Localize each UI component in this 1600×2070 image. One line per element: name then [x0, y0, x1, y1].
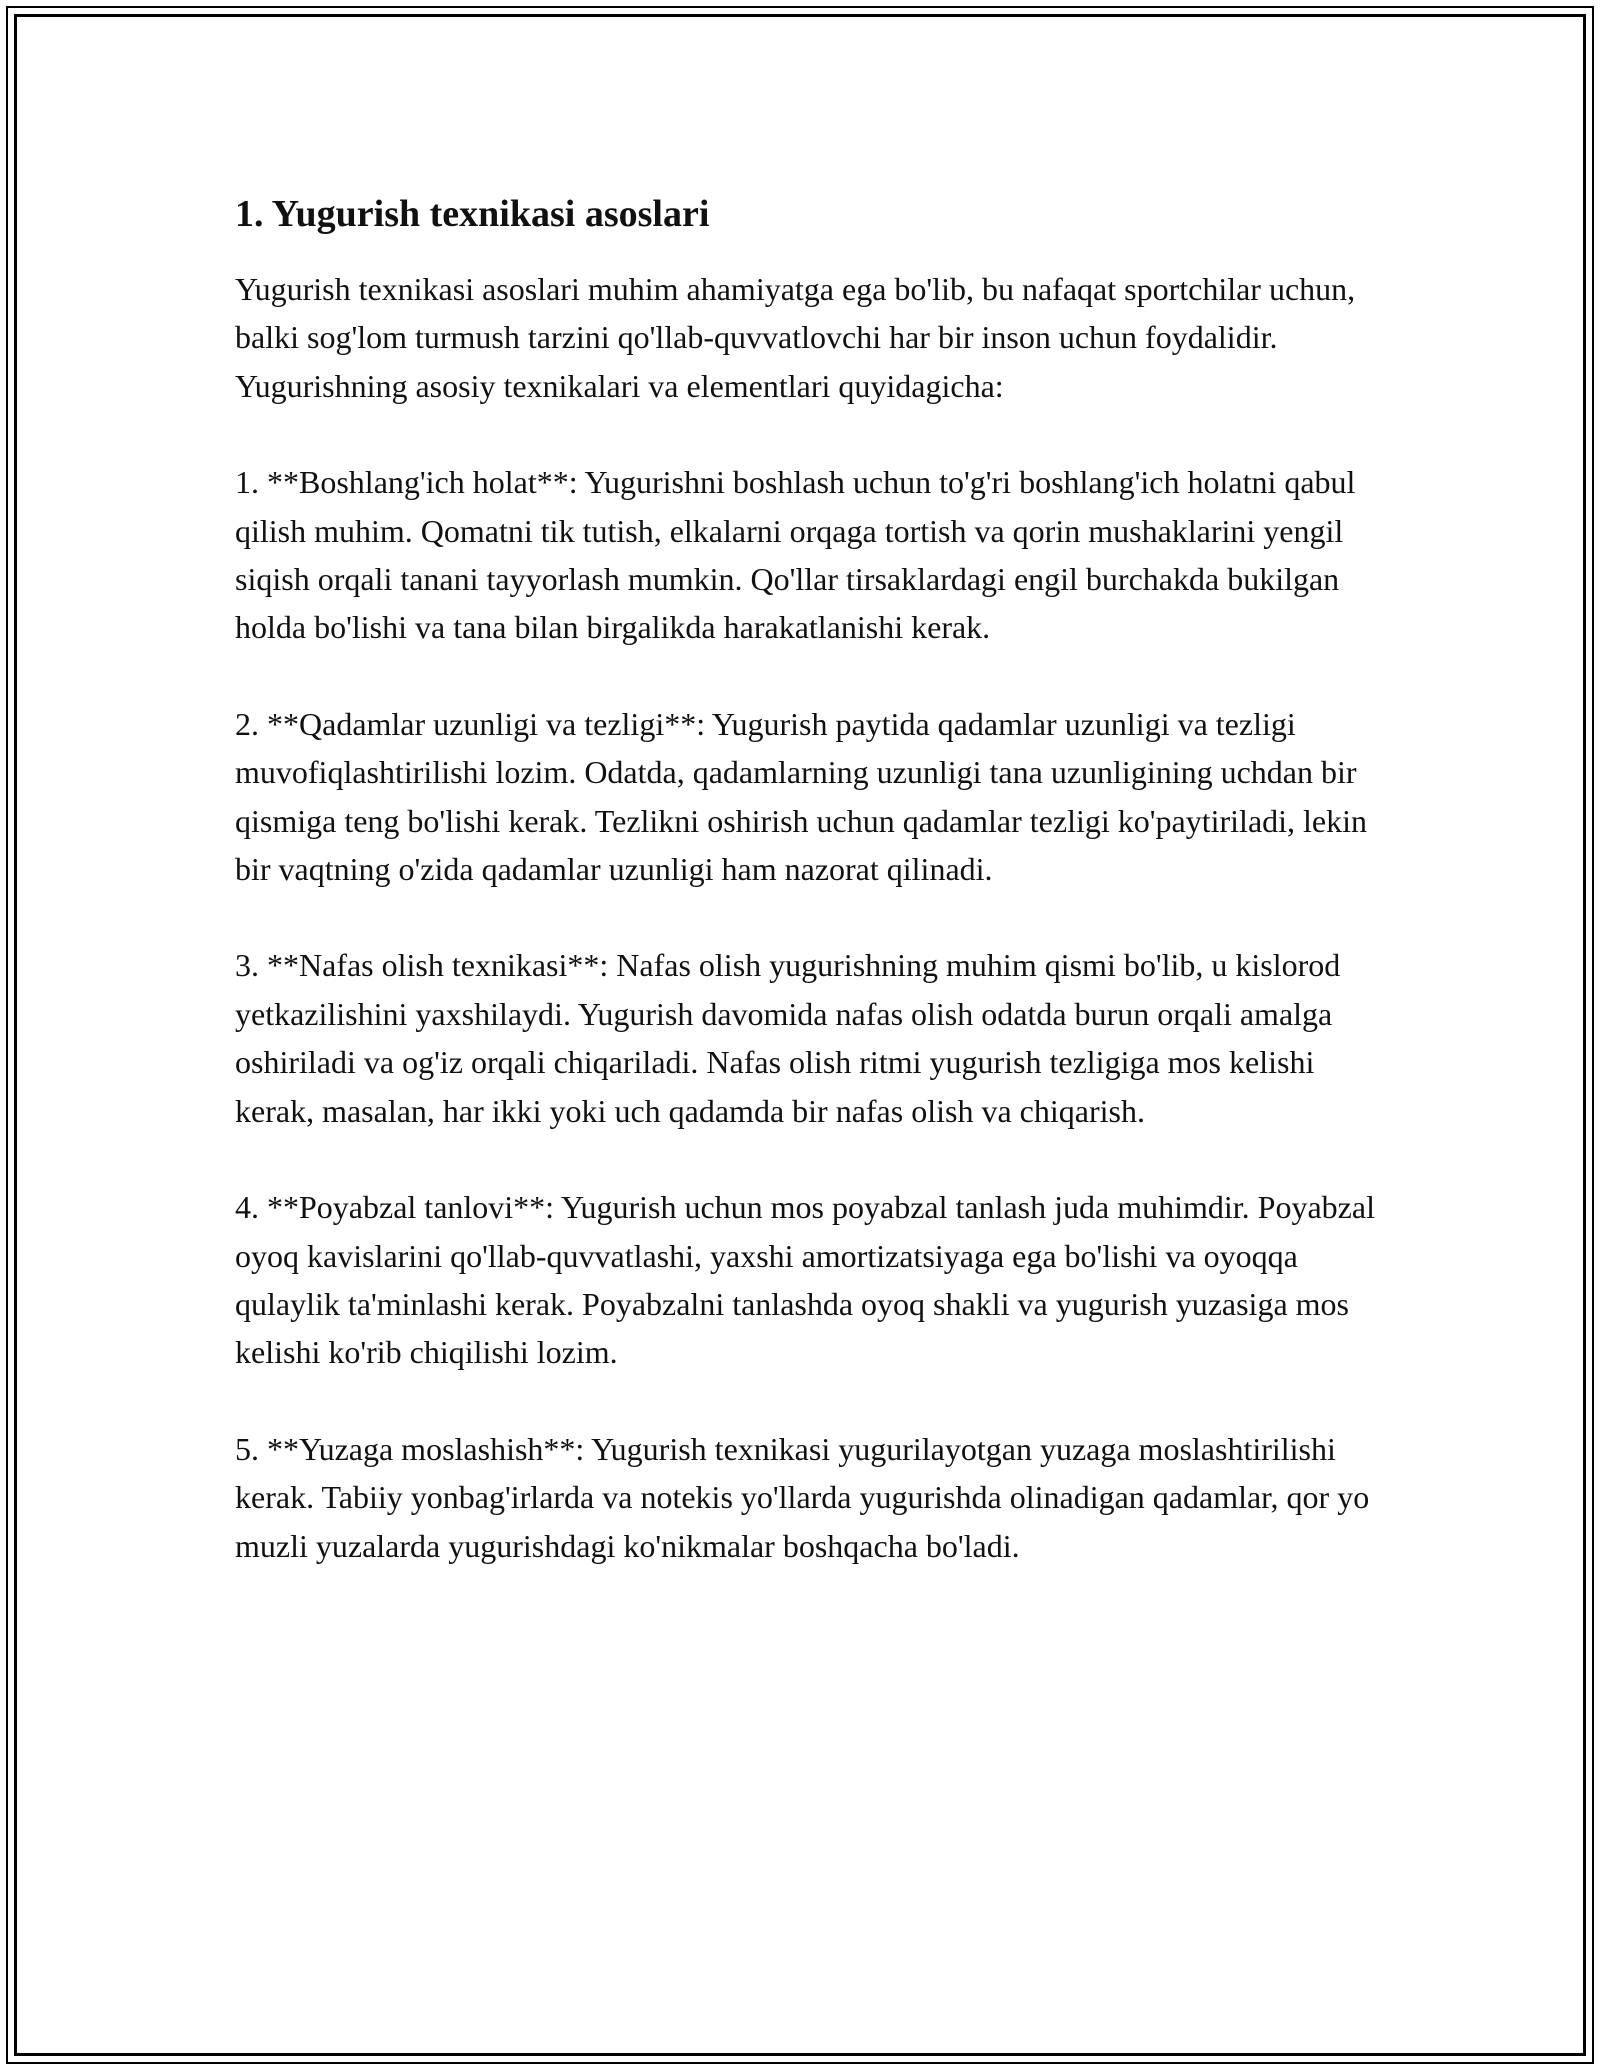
document-title: 1. Yugurish texnikasi asoslari	[235, 193, 710, 235]
document-body	[235, 185, 1375, 1618]
paragraph-surface-adaptation: 5. **Yuzaga moslashish**: Yugurish texnikasi yugurilayotgan yuzaga moslashtirilishi kerak. Tabiiy yonbag'irlarda va notekis yo'llarda yugurishda olinadigan qadamlar, qor yo muzli yuzalarda yugurishdagi ko'nikmalar boshqacha bo'ladi.	[235, 1430, 1370, 1564]
paragraph-starting-position: 1. **Boshlang'ich holat**: Yugurishni boshlash uchun to'g'ri boshlang'ich holatni qabul qilish muhim. Qomatni tik tutish, elkalarni orqaga tortish va qorin mushaklarini yengil siqish orqali tanani tayyorlash mumkin. Qo'llar tirsaklardagi engil burchakda bukilgan holda bo'lishi va tana bilan birgalikda harakatlanishi kerak.	[235, 464, 1356, 646]
paragraph-stride-length-speed: 2. **Qadamlar uzunligi va tezligi**: Yugurish paytida qadamlar uzunligi va tezligi muvofiqlashtirilishi lozim. Odatda, qadamlarning uzunligi tana uzunligining uchdan bir qismiga teng bo'lishi kerak. Tezlikni oshirish uchun qadamlar tezligi ko'paytiriladi, lekin bir vaqtning o'zida qadamlar uzunligi ham nazorat qilinadi.	[235, 705, 1368, 888]
paragraph-footwear-choice: 4. **Poyabzal tanlovi**: Yugurish uchun mos poyabzal tanlash juda muhimdir. Poyabzal oyoq kavislarini qo'llab-quvvatlashi, yaxshi amortizatsiyaga ega bo'lishi va oyoqqa qulaylik ta'minlashi kerak. Poyabzalni tanlashda oyoq shakli va yugurish yuzasiga mos kelishi ko'rib chiqilishi lozim.	[235, 1189, 1375, 1371]
intro-paragraph: Yugurish texnikasi asoslari muhim ahamiyatga ega bo'lib, bu nafaqat sportchilar uchun, balki sog'lom turmush tarzini qo'llab-quvvatlovchi har bir inson uchun foydalidir. Yugurishning asosiy texnikalari va elementlari quyidagicha:	[235, 271, 1356, 404]
paragraph-breathing-technique: 3. **Nafas olish texnikasi**: Nafas olish yugurishning muhim qismi bo'lib, u kislorod yetkazilishini yaxshilaydi. Yugurish davomida nafas olish odatda burun orqali amalga oshiriladi va og'iz orqali chiqariladi. Nafas olish ritmi yugurish tezligiga mos kelishi kerak, masalan, har ikki yoki uch qadamda bir nafas olish va chiqarish.	[235, 947, 1341, 1129]
